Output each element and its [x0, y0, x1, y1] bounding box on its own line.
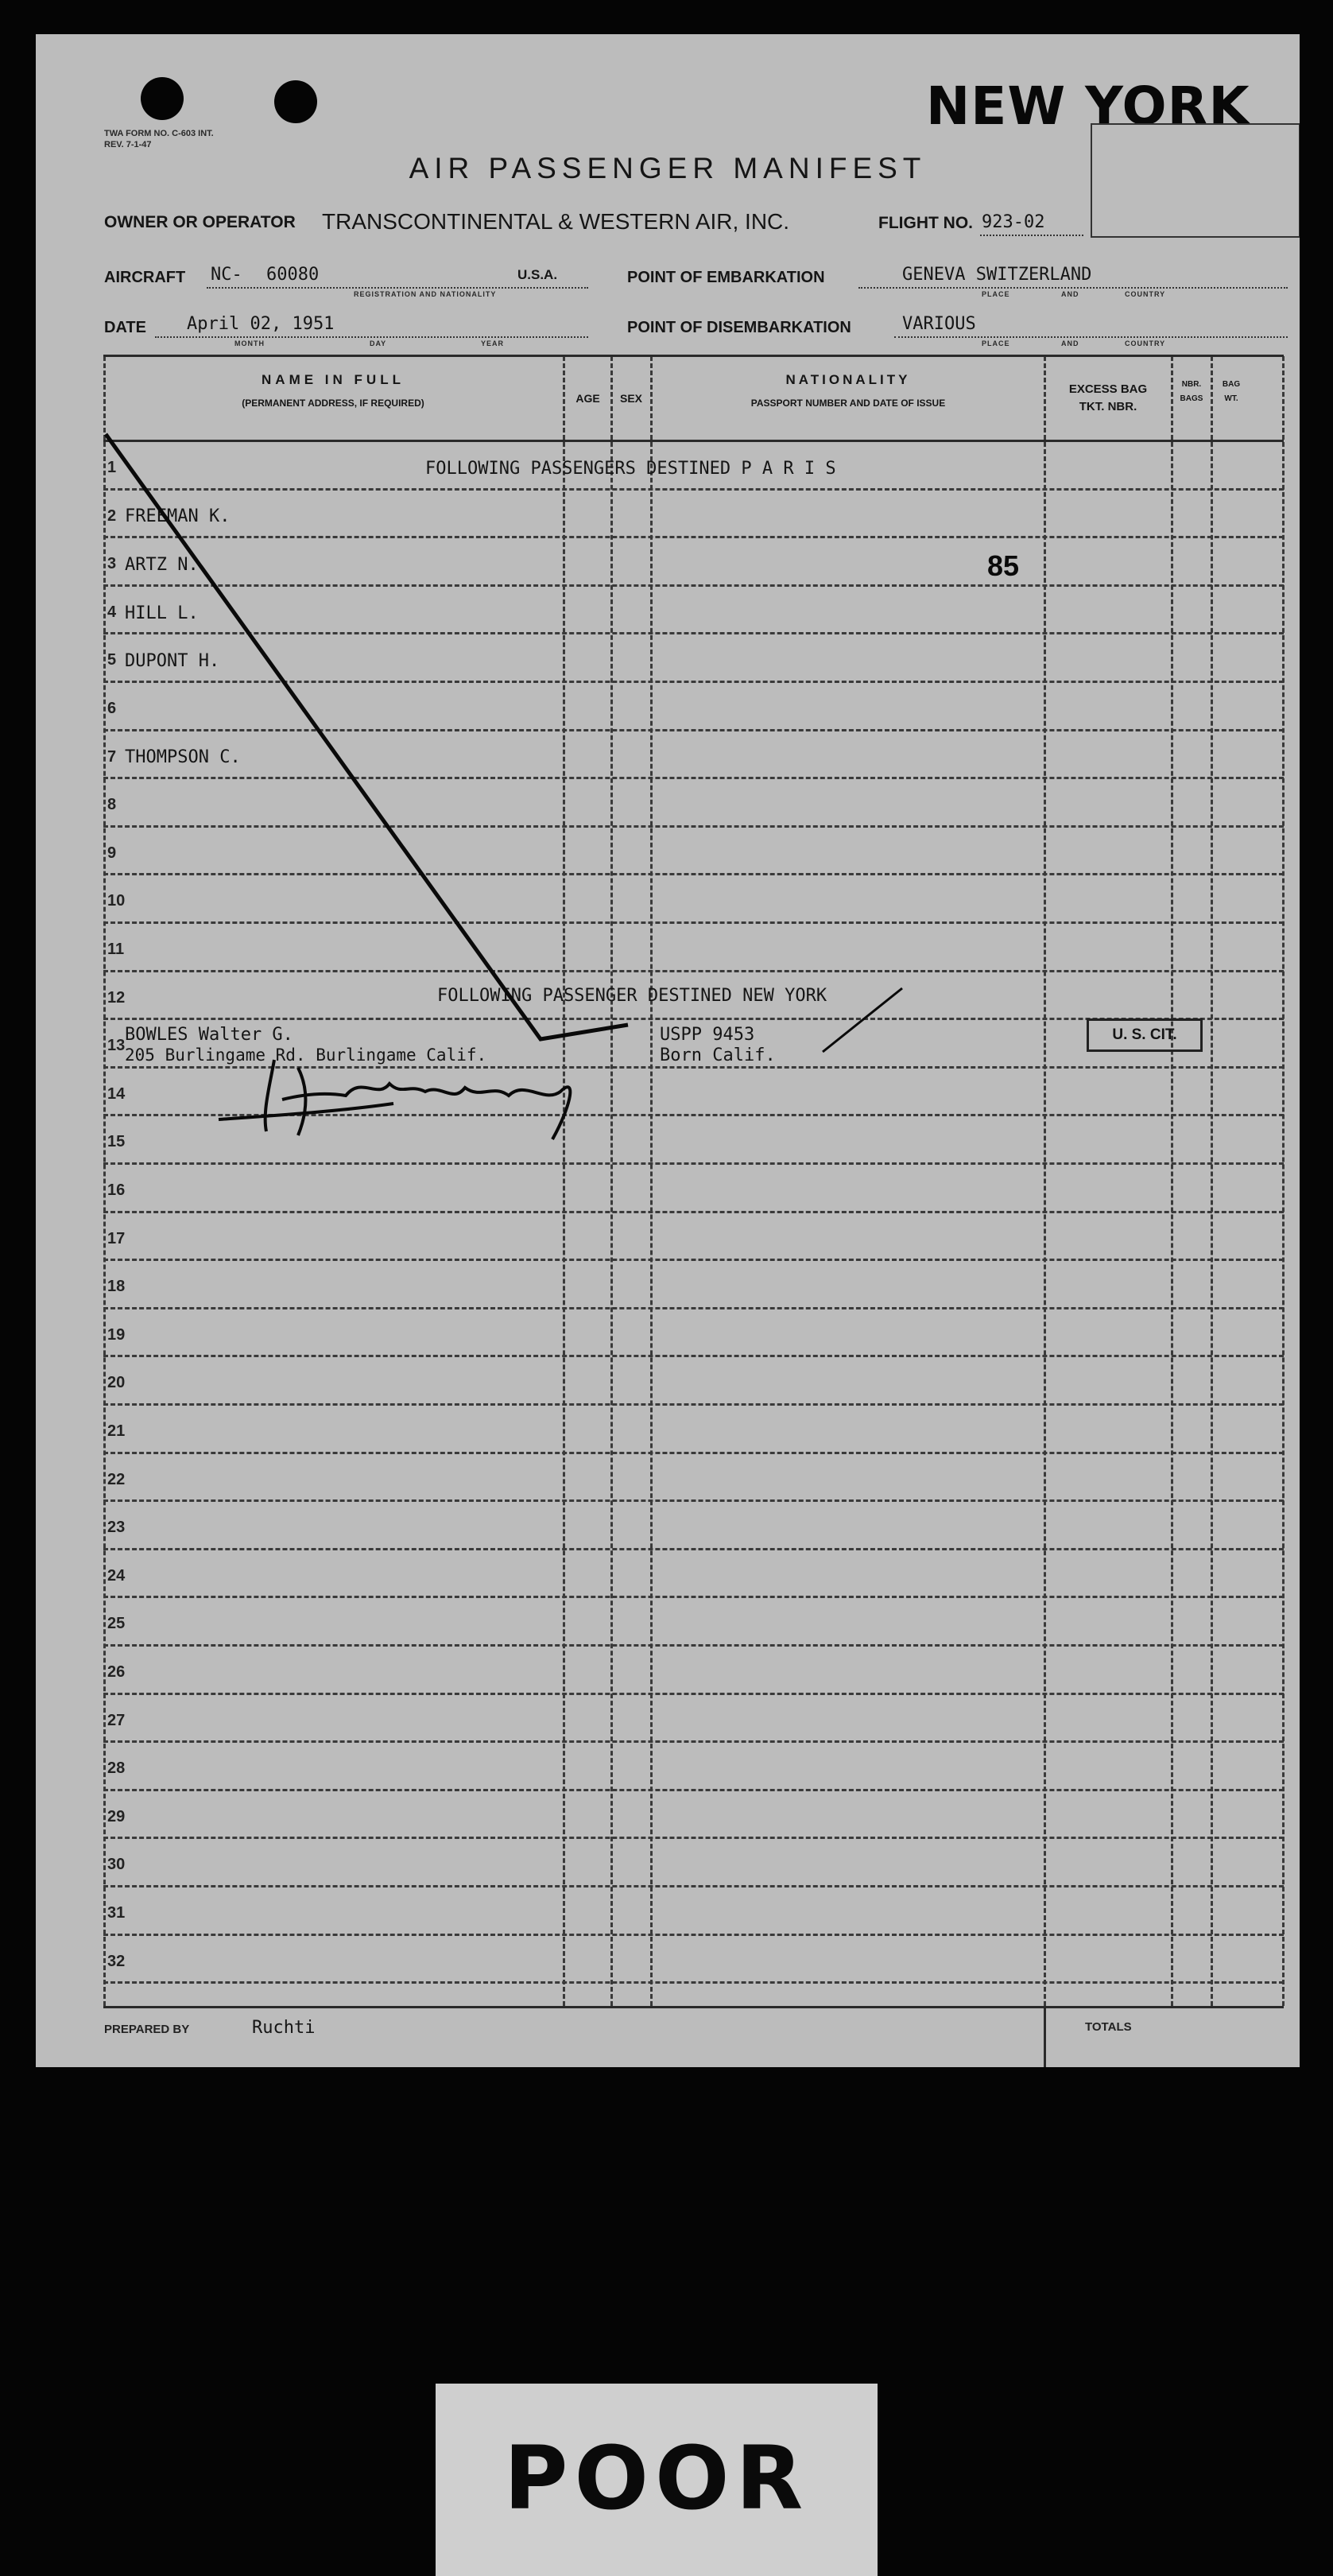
row-number: 18 [107, 1278, 126, 1296]
form-number-text: TWA FORM NO. C-603 INT. [104, 129, 214, 138]
embark-place-sub: PLACE [982, 290, 1010, 298]
row-number: 11 [107, 941, 125, 958]
disembark-place-sub: PLACE [982, 339, 1010, 347]
col-nbr-line2: BAGS [1180, 394, 1203, 403]
row-number: 25 [107, 1615, 126, 1633]
disembarkation-label: POINT OF DISEMBARKATION [627, 319, 851, 336]
row-number: 14 [107, 1084, 126, 1103]
col-nbr-line1: NBR. [1181, 380, 1202, 389]
row-line [103, 1693, 1284, 1695]
totals-label: TOTALS [1085, 2020, 1132, 2034]
row4-name: HILL L. [125, 603, 199, 623]
row-number: 2 [107, 506, 117, 525]
row-number: 13 [107, 1037, 126, 1055]
row-number: 30 [107, 1856, 126, 1874]
row-number: 12 [107, 988, 126, 1007]
aircraft-label: AIRCRAFT [104, 269, 186, 286]
flight-value: 923-02 [982, 212, 1045, 232]
flight-label: FLIGHT NO. [878, 214, 973, 232]
col-nationality-title: NATIONALITY [785, 372, 911, 387]
row1-note: FOLLOWING PASSENGERS DESTINED P A R I S [425, 459, 836, 479]
row-number: 21 [107, 1422, 126, 1440]
footer-divider-totals [1044, 2006, 1046, 2067]
disembark-country-sub: COUNTRY [1125, 339, 1166, 347]
row13-name: BOWLES Walter G. [125, 1025, 293, 1045]
row-line [103, 1596, 1284, 1598]
row-line [103, 1499, 1284, 1502]
row-number: 1 [107, 459, 117, 476]
row-number: 22 [107, 1470, 126, 1488]
row-line [103, 1740, 1284, 1743]
row-number: 23 [107, 1519, 126, 1537]
form-title: AIR PASSENGER MANIFEST [409, 152, 927, 184]
date-month-sub: MONTH [234, 339, 265, 347]
prepared-by-label: PREPARED BY [104, 2023, 190, 2036]
owner-value: TRANSCONTINENTAL & WESTERN AIR, INC. [322, 209, 790, 234]
quality-card [436, 2384, 878, 2576]
row3-name: ARTZ N. [125, 555, 199, 575]
col-name-title: NAME IN FULL [262, 372, 405, 387]
form-revision-text: REV. 7-1-47 [104, 140, 152, 149]
row-number: 26 [107, 1663, 126, 1681]
row-number: 4 [107, 603, 117, 621]
row-number: 24 [107, 1566, 126, 1585]
col-name-sub: (PERMANENT ADDRESS, IF REQUIRED) [242, 398, 424, 409]
row-line [103, 1934, 1284, 1936]
row13-address: 205 Burlingame Rd. Burlingame Calif. [125, 1046, 487, 1065]
row5-name: DUPONT H. [125, 651, 220, 671]
row-number: 17 [107, 1229, 126, 1247]
manifest-sheet [36, 34, 1300, 2067]
disembark-and-sub: AND [1061, 339, 1079, 347]
row-number: 5 [107, 651, 117, 669]
row-number: 27 [107, 1711, 126, 1729]
row13-passport: USPP 9453 [660, 1025, 755, 1045]
row-number: 31 [107, 1904, 126, 1922]
row-number: 3 [107, 555, 117, 573]
embark-and-sub: AND [1061, 290, 1079, 298]
row-number: 9 [107, 844, 117, 862]
date-day-sub: DAY [370, 339, 387, 347]
owner-label: OWNER OR OPERATOR [104, 213, 296, 231]
pen-marks [36, 34, 1300, 1227]
row-line [103, 1885, 1284, 1887]
date-value: April 02, 1951 [187, 314, 335, 334]
new-york-stamp: NEW YORK [926, 76, 1250, 137]
embarkation-value: GENEVA SWITZERLAND [902, 265, 1092, 285]
row-number: 15 [107, 1133, 126, 1151]
row-number: 7 [107, 747, 117, 766]
row-line [103, 1452, 1284, 1454]
col-bag-line1: BAG [1222, 380, 1241, 389]
aircraft-country: U.S.A. [517, 267, 558, 282]
row-number: 28 [107, 1759, 126, 1778]
count-mark: 85 [987, 549, 1020, 582]
aircraft-value: 60080 [266, 265, 320, 285]
quality-label: POOR [503, 2427, 810, 2529]
col-nationality-sub: PASSPORT NUMBER AND DATE OF ISSUE [750, 398, 946, 409]
row12-note: FOLLOWING PASSENGER DESTINED NEW YORK [437, 986, 827, 1006]
date-year-sub: YEAR [481, 339, 505, 347]
embarkation-label: POINT OF EMBARKATION [627, 269, 825, 286]
row13-birth: Born Calif. [660, 1046, 776, 1065]
col-bag-line2: WT. [1224, 394, 1238, 403]
row7-name: THOMPSON C. [125, 747, 241, 767]
row-number: 20 [107, 1374, 126, 1392]
col-header-age: AGE [575, 392, 600, 405]
diagonal-strike-line [106, 434, 628, 1039]
row-line [103, 1789, 1284, 1791]
col-header-sex: SEX [619, 392, 642, 405]
prepared-by-value: Ruchti [252, 2018, 316, 2038]
row-number: 19 [107, 1325, 126, 1344]
row-number: 16 [107, 1181, 126, 1199]
row-line [103, 1548, 1284, 1550]
row-line [103, 1403, 1284, 1406]
row-number: 8 [107, 796, 117, 814]
row-line [103, 1981, 1284, 1984]
row-number: 32 [107, 1952, 126, 1970]
embark-country-sub: COUNTRY [1125, 290, 1166, 298]
row2-name: FREEMAN K. [125, 506, 231, 526]
date-label: DATE [104, 319, 146, 336]
row-line [103, 1355, 1284, 1357]
row-number: 10 [107, 892, 126, 910]
us-citizen-stamp: U. S. CIT. [1087, 1018, 1203, 1052]
row-line [103, 1837, 1284, 1839]
col-excess-line1: EXCESS BAG [1068, 382, 1148, 396]
check-mark [823, 988, 902, 1052]
disembarkation-value: VARIOUS [902, 314, 976, 334]
table-bottom-border [103, 2006, 1284, 2008]
row-line [103, 1259, 1284, 1261]
col-excess-line2: TKT. NBR. [1079, 400, 1137, 413]
aircraft-prefix: NC- [211, 265, 242, 285]
row-line [103, 1307, 1284, 1309]
row-number: 6 [107, 700, 117, 717]
signature [219, 1060, 570, 1139]
aircraft-sub-label: REGISTRATION AND NATIONALITY [354, 290, 497, 298]
row-number: 29 [107, 1807, 126, 1825]
row-line [103, 1644, 1284, 1647]
